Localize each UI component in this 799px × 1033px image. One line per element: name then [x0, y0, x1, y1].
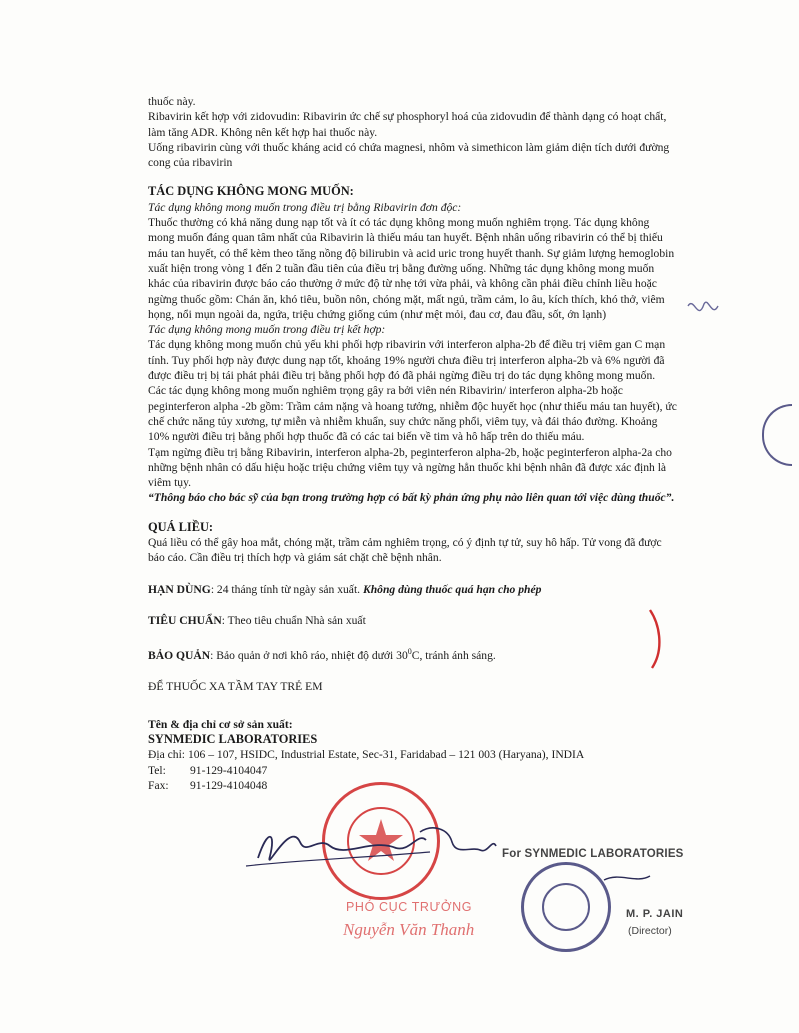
antacid-interaction: Uống ribavirin cùng với thuốc kháng acid có chứa magnesi, nhôm và simethicon làm giảm diện tích dưới đường cong của ribavirin	[148, 140, 670, 170]
doctor-notice: “Thông báo cho bác sỹ của bạn trong trường hợp có bất kỳ phản ứng phụ nào liên quan tới việc dùng thuốc”.	[148, 491, 675, 505]
overdose-heading: QUÁ LIỀU:	[148, 519, 214, 534]
standard-label: TIÊU CHUẨN	[148, 613, 222, 627]
official-title: PHÓ CỤC TRƯỞNG	[346, 900, 473, 914]
fax-number: 91-129-4104048	[190, 778, 268, 792]
for-company-label: For SYNMEDIC LABORATORIES	[502, 848, 684, 860]
adverse-monotherapy-text: Thuốc thường có khả năng dung nạp tốt và ít có tác dụng không mong muốn nghiêm trọng. Tác dụng không mong muốn đáng quan tâm nhất của Ribavirin là thiếu máu tan huyết. Bệnh nhân uống ribavirin có thể bị thiếu máu tan huyết, có thể kèm theo tăng nồng độ bilirubin và acid uric trong huyết thanh. Sự giảm lượng hemoglobin xuất hiện trong vòng 1 đến 2 tuần đầu tiên của điều trị bằng đường uống. Những tác dụng không mong muốn khác của ribavirin được báo cáo thường ở mức độ từ nhẹ tới vừa phải, và không cần phải điều chỉnh liều hoặc ngừng thuốc gồm: Chán ăn, khó tiêu, buồn nôn, chóng mặt, mất ngủ, trầm cảm, lo âu, kích thích, khó thở, viêm họng, nổi mụn ngoài da, ngứa, triệu chứng giống cúm (như mệt mỏi, đau cơ, đau đầu, sốt, ớn lạnh)	[148, 216, 675, 321]
official-signature-name: Nguyễn Văn Thanh	[343, 920, 475, 939]
tel-number: 91-129-4104047	[190, 763, 268, 777]
fax-label: Fax:	[148, 778, 169, 792]
company-blue-stamp	[521, 862, 611, 952]
storage-degree: 0	[407, 647, 412, 657]
storage-text: : Bảo quản ở nơi khô ráo, nhiệt độ dưới 30	[210, 649, 408, 663]
address-label: Địa chỉ:	[148, 748, 186, 762]
keep-away-children: ĐỂ THUỐC XA TẦM TAY TRẺ EM	[148, 680, 323, 694]
expiry-warning: Không dùng thuốc quá hạn cho phép	[362, 582, 542, 596]
storage-text-end: C, tránh ánh sáng.	[411, 649, 496, 663]
tel-label: Tel:	[148, 763, 166, 777]
adverse-serious-text: Các tác dụng không mong muốn nghiêm trọng gây ra bởi viên nén Ribavirin/ interferon alpha-2b hoặc peginterferon alpha -2b gồm: Trầm cảm nặng và hoang tưởng, nhiễm độc huyết học (như thiếu máu tan huyết), ức chế chức năng tủy xương, tự miễn và nhiễm khuẩn, suy chức năng phổi, viêm tụy, và đái tháo đường. Khoảng 10% người điều trị bằng phối hợp thuốc đã có các tai biến về tim và hô hấp trên do thiếu máu.	[148, 384, 677, 444]
adverse-suspend-text: Tạm ngừng điều trị bằng Ribavirin, interferon alpha-2b, peginterferon alpha-2b, hoặc peginterferon alpha-2a cho những bệnh nhân có dấu hiệu hoặc triệu chứng viêm tụy và ngừng hẳn thuốc khi bệnh nhân đã được xác định là viêm tụy.	[148, 445, 672, 490]
adverse-combination-subheading: Tác dụng không mong muốn trong điều trị kết hợp:	[148, 323, 386, 337]
signer-name: M. P. JAIN	[626, 908, 684, 920]
stamp-inner-ring	[542, 883, 590, 931]
overdose-text: Quá liều có thể gây hoa mắt, chóng mặt, trầm cảm nghiêm trọng, có ý định tự tử, suy hô hấp. Tử vong đã được báo cáo. Cần điều trị thích hợp và giám sát chặt chẽ bệnh nhân.	[148, 536, 662, 565]
manufacturer-heading: Tên & địa chỉ cơ sở sản xuất:	[148, 717, 293, 731]
standard-text: : Theo tiêu chuẩn Nhà sản xuất	[221, 613, 366, 627]
signer-role: (Director)	[628, 925, 672, 937]
adverse-combination-text: Tác dụng không mong muốn chủ yếu khi phối hợp ribavirin với interferon alpha-2b để điều trị viêm gan C mạn tính. Tuy phối hợp này được dung nạp tốt, khoảng 19% người chưa điều trị interferon alpha-2b và 6% người đã được điều trị bị tái phát phải điều trị bằng phối hợp đó đã phải ngừng điều trị do tác dụng không mong muốn.	[148, 338, 666, 383]
intro-line-1: thuốc này.	[148, 95, 196, 108]
zidovudin-interaction: Ribavirin kết hợp với zidovudin: Ribavirin ức chế sự phosphoryl hoá của zidovudin để thành dạng có hoạt chất, làm tăng ADR. Không nên kết hợp hai thuốc này.	[148, 110, 667, 139]
expiry-text: : 24 tháng tính từ ngày sản xuất.	[210, 582, 363, 596]
address-text: 106 – 107, HSIDC, Industrial Estate, Sec-31, Faridabad – 121 003 (Haryana), INDIA	[187, 748, 585, 762]
manufacturer-name: SYNMEDIC LABORATORIES	[148, 731, 318, 746]
adverse-monotherapy-subheading: Tác dụng không mong muốn trong điều trị bằng Ribavirin đơn độc:	[148, 200, 462, 214]
expiry-label: HẠN DÙNG	[148, 582, 211, 596]
storage-label: BẢO QUẢN	[148, 649, 211, 663]
adverse-effects-heading: TÁC DỤNG KHÔNG MONG MUỐN:	[148, 184, 354, 199]
